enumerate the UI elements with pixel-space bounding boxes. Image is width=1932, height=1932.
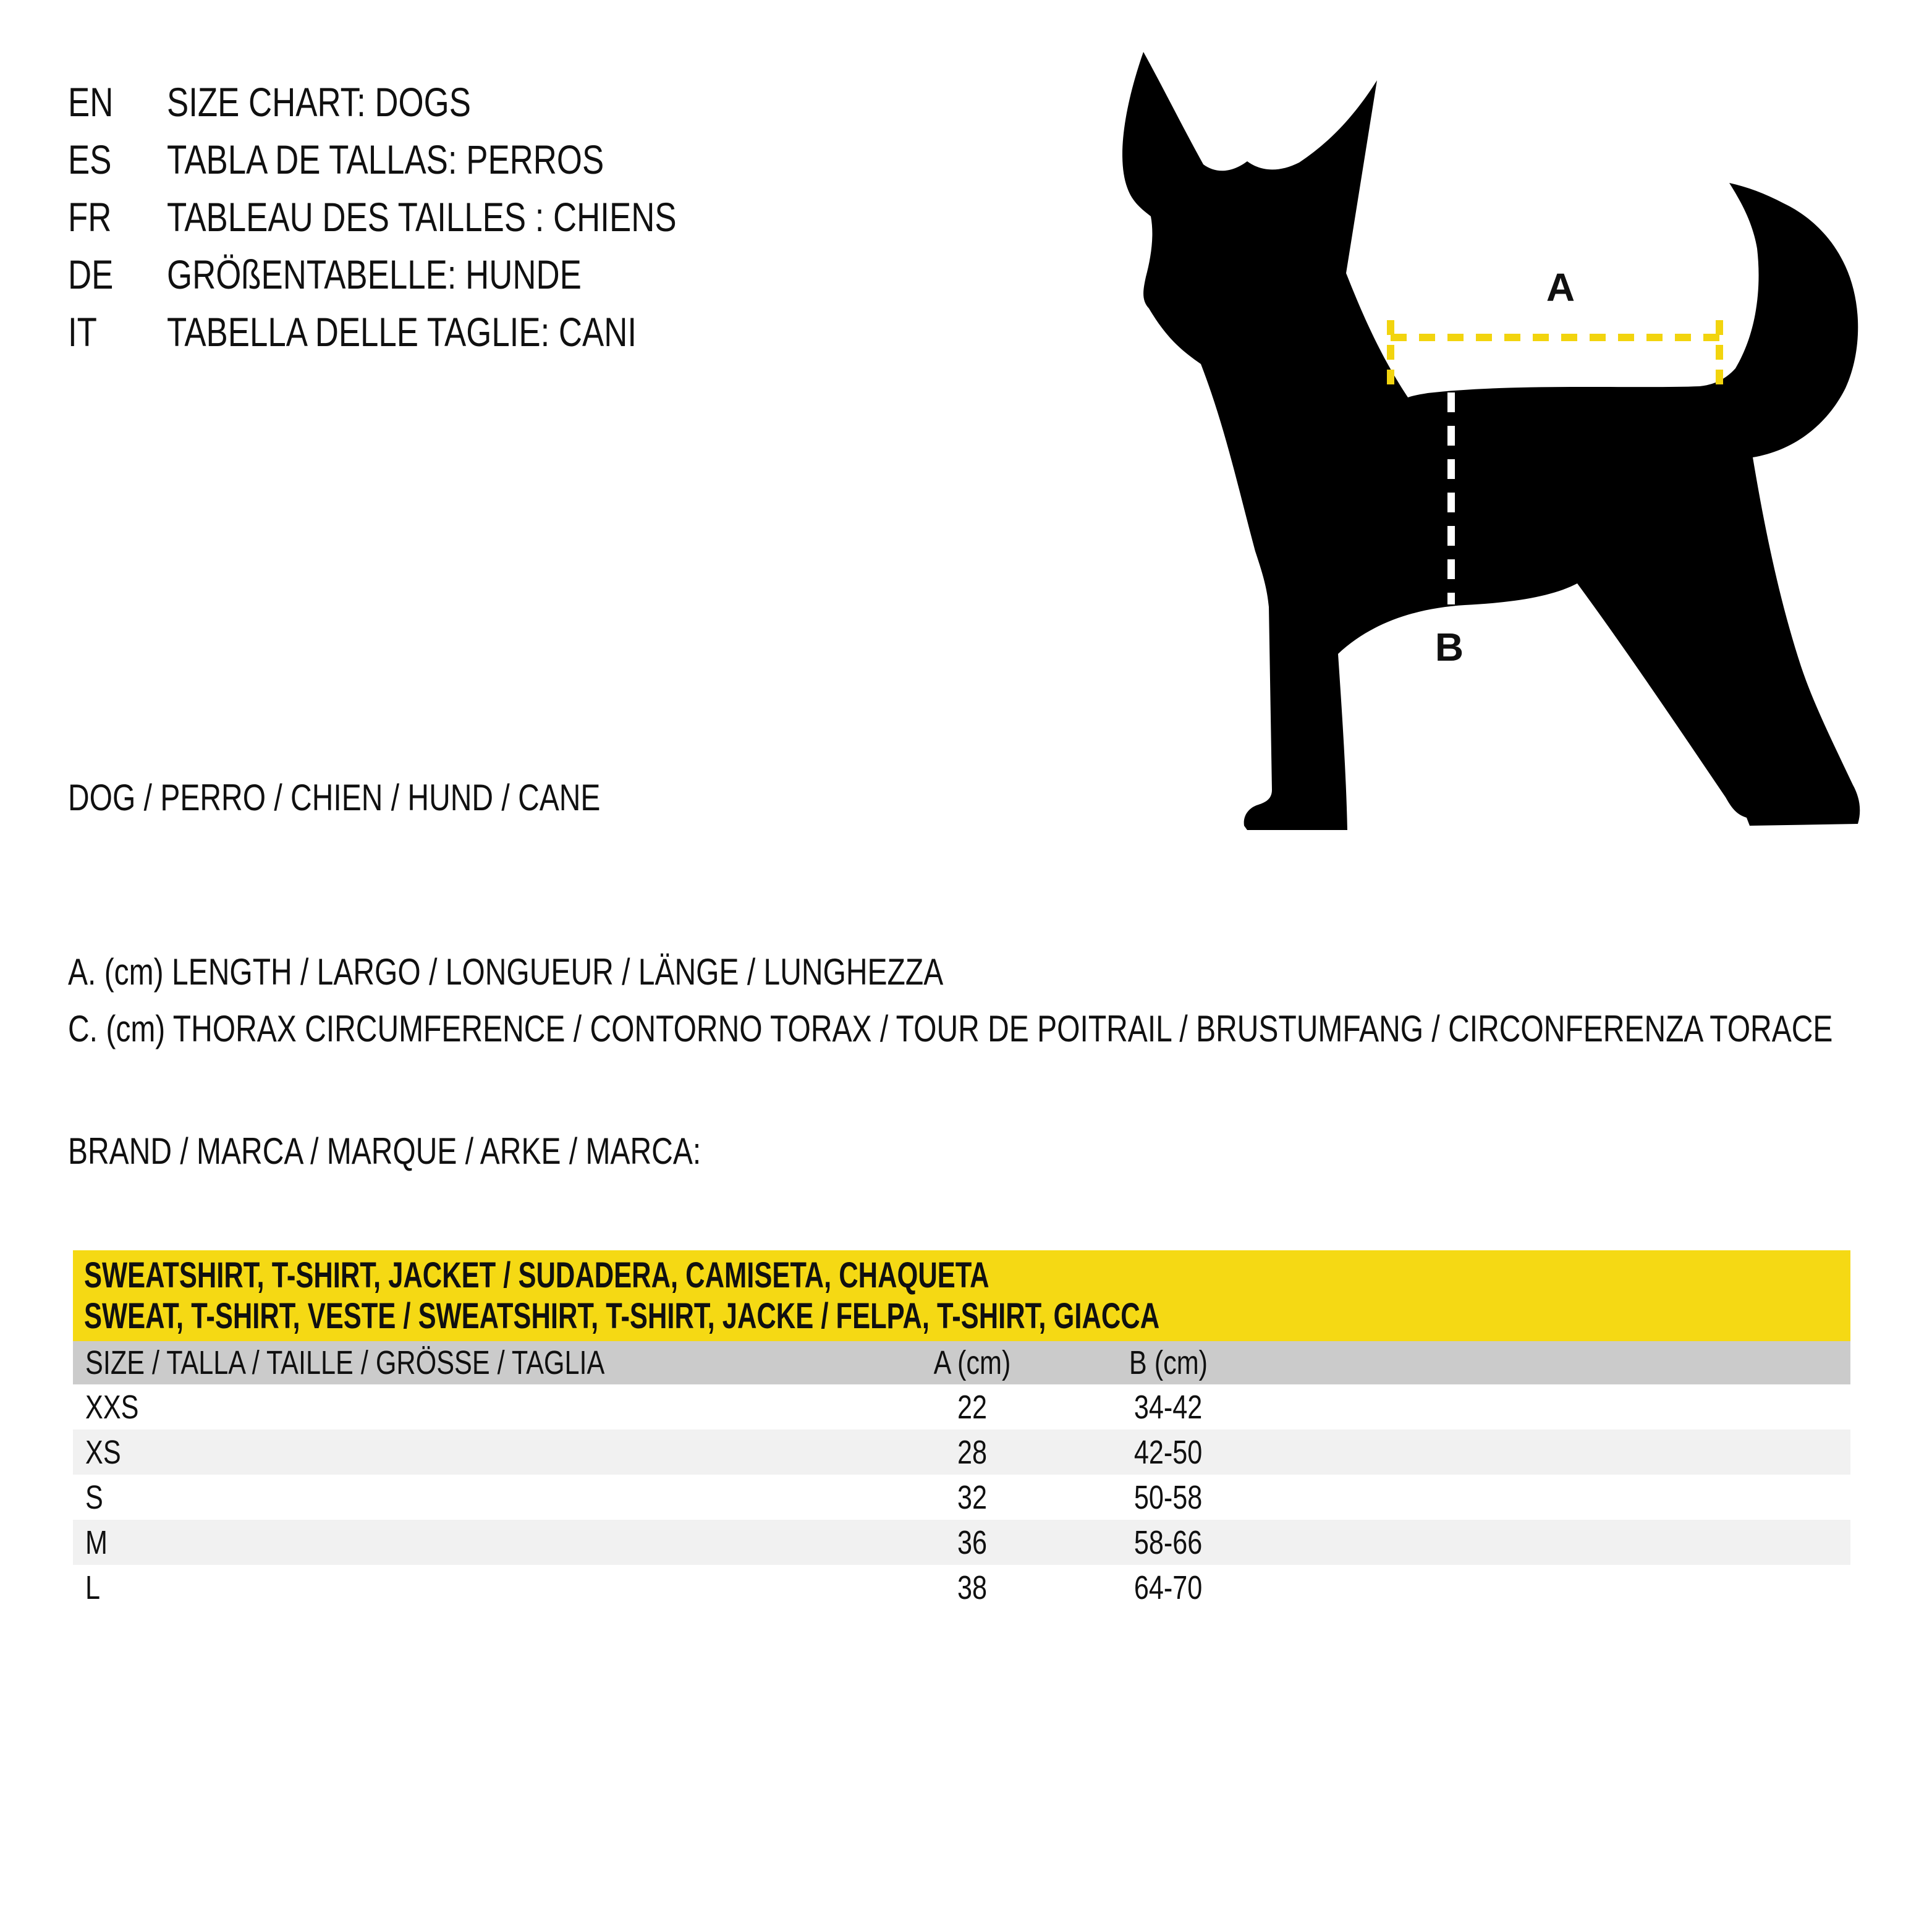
language-row xyxy=(68,73,804,130)
a-value: 22 xyxy=(957,1388,988,1426)
language-title: TABLA DE TALLAS: PERROS xyxy=(167,136,604,182)
language-row xyxy=(68,130,804,188)
size-value: M xyxy=(85,1523,108,1561)
brand-caption: BRAND / MARCA / MARQUE / ARKE / MARCA: xyxy=(68,1130,701,1172)
language-list xyxy=(68,73,804,360)
language-title: GRÖßENTABELLE: HUNDE xyxy=(167,251,582,297)
b-value: 34-42 xyxy=(1133,1388,1203,1426)
table-row xyxy=(73,1520,1850,1565)
garment-type-banner xyxy=(73,1250,1850,1341)
language-row xyxy=(68,303,804,360)
language-title: SIZE CHART: DOGS xyxy=(167,78,471,125)
b-value: 58-66 xyxy=(1133,1523,1203,1561)
language-code: ES xyxy=(68,136,112,182)
b-value: 42-50 xyxy=(1133,1433,1203,1471)
header-b-cm: B (cm) xyxy=(1129,1344,1208,1381)
banner-line-1: SWEATSHIRT, T-SHIRT, JACKET / SUDADERA, CAMISETA, CHAQUETA xyxy=(84,1255,989,1295)
dog-measurement-diagram xyxy=(1082,31,1928,834)
header-a-cm: A (cm) xyxy=(933,1344,1011,1381)
banner-line-2: SWEAT, T-SHIRT, VESTE / SWEATSHIRT, T-SHIRT, JACKE / FELPA, T-SHIRT, GIACCA xyxy=(84,1295,1160,1336)
measure-legend-length: A. (cm) LENGTH / LARGO / LONGUEUR / LÄNGE / LUNGHEZZA xyxy=(68,951,944,993)
language-code: FR xyxy=(68,193,112,240)
language-title: TABELLA DELLE TAGLIE: CANI xyxy=(167,308,637,355)
language-code: IT xyxy=(68,308,97,355)
a-value: 36 xyxy=(957,1523,988,1561)
b-value: 64-70 xyxy=(1133,1569,1203,1606)
a-value: 32 xyxy=(957,1478,988,1516)
measure-a-label: A xyxy=(1546,265,1575,310)
measure-b-label: B xyxy=(1434,625,1464,669)
size-value: L xyxy=(85,1569,101,1606)
table-row xyxy=(73,1565,1850,1610)
table-header-row xyxy=(73,1341,1850,1384)
table-row xyxy=(73,1475,1850,1520)
a-value: 38 xyxy=(957,1569,988,1606)
b-value: 50-58 xyxy=(1133,1478,1203,1516)
dog-silhouette xyxy=(1122,52,1860,830)
dog-diagram-svg xyxy=(1082,31,1928,834)
measure-legend-thorax: C. (cm) THORAX CIRCUMFERENCE / CONTORNO TORAX / TOUR DE POITRAIL / BRUSTUMFANG / CIRCONFERENZA TORACE xyxy=(68,1008,1833,1049)
size-value: XS xyxy=(85,1433,121,1471)
a-value: 28 xyxy=(957,1433,988,1471)
language-code: DE xyxy=(68,251,114,297)
language-row xyxy=(68,188,804,245)
language-code: EN xyxy=(68,78,114,125)
language-title: TABLEAU DES TAILLES : CHIENS xyxy=(167,193,677,240)
table-row xyxy=(73,1430,1850,1475)
header-size: SIZE / TALLA / TAILLE / GRÖSSE / TAGLIA xyxy=(85,1344,605,1381)
animal-caption: DOG / PERRO / CHIEN / HUND / CANE xyxy=(68,777,601,818)
size-value: S xyxy=(85,1478,103,1516)
language-row xyxy=(68,245,804,303)
table-row xyxy=(73,1384,1850,1430)
size-value: XXS xyxy=(85,1388,139,1426)
